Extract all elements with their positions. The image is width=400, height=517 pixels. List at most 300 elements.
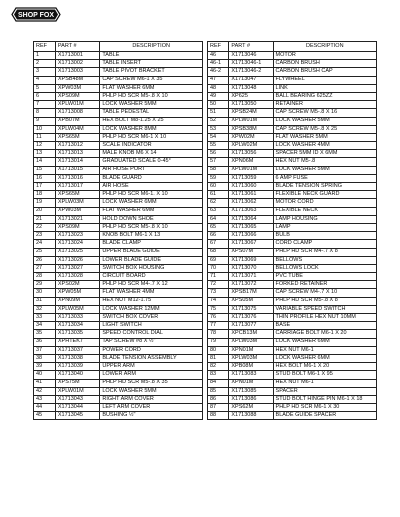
description-cell: LOCK WASHER 5MM xyxy=(100,387,203,395)
ref-cell: 27 xyxy=(34,264,56,272)
table-row xyxy=(208,322,377,330)
part-number-cell: X1713072 xyxy=(229,281,273,289)
table-row xyxy=(208,412,377,420)
table-row xyxy=(34,395,203,403)
part-number-cell: XPSB38M xyxy=(229,125,273,133)
description-cell: VARIABLE SPEED SWITCH xyxy=(273,305,376,313)
ref-cell: 64 xyxy=(208,215,229,223)
description-cell: PHLP HD SCR M6-1. X 10 xyxy=(100,191,203,199)
part-number-cell: XPB07M xyxy=(55,117,99,125)
ref-cell: 41 xyxy=(34,379,56,387)
part-number-cell: XPW03M xyxy=(55,207,99,215)
ref-cell: 40 xyxy=(34,371,56,379)
description-cell: AIR HOSE xyxy=(100,183,203,191)
table-row xyxy=(208,363,377,371)
description-cell: STUD BOLT M6-1 X 95 xyxy=(273,371,376,379)
part-number-cell: X1713065 xyxy=(229,223,273,231)
table-row xyxy=(208,371,377,379)
ref-cell: 74 xyxy=(208,297,229,305)
part-number-cell: XPLW01M xyxy=(55,387,99,395)
table-row xyxy=(208,273,377,281)
table-row xyxy=(208,305,377,313)
part-number-cell: X1713035 xyxy=(55,330,99,338)
ref-cell: 23 xyxy=(34,232,56,240)
ref-cell: 12 xyxy=(34,142,56,150)
table-row xyxy=(34,199,203,207)
table-row xyxy=(208,281,377,289)
table-row xyxy=(208,68,377,76)
table-row xyxy=(34,256,203,264)
table-row xyxy=(208,92,377,100)
ref-cell: 19 xyxy=(34,199,56,207)
ref-cell: 15 xyxy=(34,166,56,174)
part-number-cell: XPS65M xyxy=(55,191,99,199)
part-number-cell: X1713026 xyxy=(55,256,99,264)
ref-cell: 77 xyxy=(208,322,229,330)
ref-cell: 65 xyxy=(208,223,229,231)
table-row xyxy=(34,379,203,387)
part-number-cell: XPS05M xyxy=(229,297,273,305)
description-cell: FLAT WASHER 4MM xyxy=(100,289,203,297)
table-row xyxy=(34,322,203,330)
table-row xyxy=(34,60,203,68)
ref-cell: 59 xyxy=(208,174,229,182)
part-number-cell: X1713012 xyxy=(55,142,99,150)
table-row xyxy=(208,354,377,362)
table-row xyxy=(34,142,203,150)
part-number-cell: XPLW01M xyxy=(229,166,273,174)
part-number-cell: X1713059 xyxy=(229,174,273,182)
description-cell: CAP SCREW M5-.8 X 16 xyxy=(273,109,376,117)
part-number-cell: X1713060 xyxy=(229,183,273,191)
ref-cell: 33 xyxy=(34,314,56,322)
ref-cell: 3 xyxy=(34,68,56,76)
part-number-cell: X1713037 xyxy=(55,346,99,354)
ref-cell: 85 xyxy=(208,387,229,395)
table-row xyxy=(34,191,203,199)
table-row xyxy=(208,158,377,166)
ref-cell: 17 xyxy=(34,183,56,191)
ref-cell: 61 xyxy=(208,191,229,199)
part-number-cell: XPLW03M xyxy=(55,199,99,207)
description-cell: BASE xyxy=(273,322,376,330)
part-number-cell: XPCB13M xyxy=(229,330,273,338)
ref-cell: 52 xyxy=(208,117,229,125)
ref-cell: 28 xyxy=(34,273,56,281)
table-row xyxy=(34,404,203,412)
ref-cell: 83 xyxy=(208,371,229,379)
table-row xyxy=(208,215,377,223)
description-cell: FORKED RETAINER xyxy=(273,281,376,289)
table-row xyxy=(208,346,377,354)
description-cell: SPACER xyxy=(273,387,376,395)
table-row xyxy=(208,142,377,150)
description-cell: LOCK WASHER 4MM xyxy=(273,142,376,150)
table-row xyxy=(208,60,377,68)
table-row xyxy=(208,166,377,174)
description-cell: PHLP HD SCR M5-.8 X 35 xyxy=(100,379,203,387)
part-number-cell: X1713021 xyxy=(55,215,99,223)
parts-table-right xyxy=(207,41,377,420)
part-number-cell: X1713015 xyxy=(55,166,99,174)
description-cell: 6 AMP FUSE xyxy=(273,174,376,182)
ref-cell: 57 xyxy=(208,158,229,166)
description-cell: SPACER 5MM ID X 6MM xyxy=(273,150,376,158)
table-row xyxy=(34,109,203,117)
description-cell: TAP SCREW #8 X ½" xyxy=(100,338,203,346)
table-row xyxy=(208,117,377,125)
description-cell: LOCK WASHER 8MM xyxy=(100,125,203,133)
ref-cell: 43 xyxy=(34,395,56,403)
table-row xyxy=(208,314,377,322)
description-cell: MOTOR CORD xyxy=(273,199,376,207)
part-header: PART # xyxy=(55,42,99,52)
part-number-cell: X1713086 xyxy=(229,395,273,403)
ref-cell: 46-2 xyxy=(208,68,229,76)
description-cell: LIGHT SWITCH xyxy=(100,322,203,330)
part-number-cell: XPW02M xyxy=(229,133,273,141)
table-row xyxy=(34,264,203,272)
table-header-row xyxy=(34,42,203,52)
description-cell: SWITCH BOX COVER xyxy=(100,314,203,322)
part-number-cell: XPSB48M xyxy=(55,76,99,84)
description-cell: CARBON BRUSH xyxy=(273,60,376,68)
description-cell: KNOB BOLT M6-1 X 13 xyxy=(100,232,203,240)
table-row xyxy=(208,240,377,248)
ref-cell: 29 xyxy=(34,281,56,289)
part-number-cell: X1713071 xyxy=(229,273,273,281)
part-number-cell: XPLW01M xyxy=(55,101,99,109)
description-cell: LAMP HOUSING xyxy=(273,215,376,223)
ref-cell: 42 xyxy=(34,387,56,395)
description-cell: MALE KNOB M6 X 14 xyxy=(100,150,203,158)
part-number-cell: XPS07M xyxy=(229,248,273,256)
ref-cell: 18 xyxy=(34,191,56,199)
description-cell: PHLP HD SCR M5-.8 X 10 xyxy=(100,223,203,231)
description-cell: SWITCH BOX HOUSING xyxy=(100,264,203,272)
part-number-cell: X1713070 xyxy=(229,264,273,272)
ref-cell: 2 xyxy=(34,60,56,68)
part-number-cell: X1713045 xyxy=(55,412,99,420)
description-cell: HEX NUT M6-1 xyxy=(273,346,376,354)
description-cell: RETAINER xyxy=(273,101,376,109)
description-cell: HEX BOLT M8-1.25 X 25 xyxy=(100,117,203,125)
part-number-cell: XPLW03M xyxy=(229,338,273,346)
ref-cell: 70 xyxy=(208,264,229,272)
table-row xyxy=(208,395,377,403)
part-number-cell: X1713083 xyxy=(229,371,273,379)
description-cell: HEX NUT M12-1.75 xyxy=(100,297,203,305)
part-number-cell: X1713025 xyxy=(55,248,99,256)
table-row xyxy=(208,150,377,158)
description-cell: HOLD DOWN SHOE xyxy=(100,215,203,223)
description-cell: RIGHT ARM COVER xyxy=(100,395,203,403)
ref-cell: 14 xyxy=(34,158,56,166)
description-cell: BLADE GUARD xyxy=(100,174,203,182)
part-number-cell: X1713063 xyxy=(229,207,273,215)
description-cell: HEX BOLT M6-1 X 20 xyxy=(273,363,376,371)
part-number-cell: XPB08M xyxy=(229,363,273,371)
table-row xyxy=(34,387,203,395)
part-number-cell: X1713076 xyxy=(229,314,273,322)
part-number-cell: X1713008 xyxy=(55,109,99,117)
parts-table-right-body xyxy=(208,52,377,420)
description-header: DESCRIPTION xyxy=(273,42,376,52)
description-cell: AIR HOSE PORT xyxy=(100,166,203,174)
ref-cell: 67 xyxy=(208,240,229,248)
table-row xyxy=(34,125,203,133)
description-cell: BELLOWS LOCK xyxy=(273,264,376,272)
description-cell: BLADE GUIDE SPACER xyxy=(273,412,376,420)
description-cell: GRADUATED SCALE 0-45° xyxy=(100,158,203,166)
ref-cell: 75 xyxy=(208,305,229,313)
table-row xyxy=(34,101,203,109)
description-cell: LOCK WASHER 6MM xyxy=(100,199,203,207)
description-cell: PHLP HD SCR M6-1 X 10 xyxy=(100,133,203,141)
ref-cell: 88 xyxy=(208,412,229,420)
part-number-cell: XPLW05M xyxy=(55,305,99,313)
ref-cell: 79 xyxy=(208,338,229,346)
description-cell: PHLP HD SCR M4-.7 X 8 xyxy=(273,248,376,256)
table-row xyxy=(208,52,377,60)
part-number-cell: XPLW01M xyxy=(229,117,273,125)
table-row xyxy=(34,166,203,174)
table-row xyxy=(208,248,377,256)
description-cell: POWER CORD xyxy=(100,346,203,354)
ref-cell: 54 xyxy=(208,133,229,141)
table-row xyxy=(208,232,377,240)
description-cell: PHLP HD SCR M5-.8 X 8 xyxy=(273,297,376,305)
table-row xyxy=(34,52,203,60)
description-cell: CORD CLAMP xyxy=(273,240,376,248)
table-row xyxy=(34,150,203,158)
description-cell: CAP SCREW M4-.7 X 10 xyxy=(273,289,376,297)
ref-cell: 5 xyxy=(34,84,56,92)
table-row xyxy=(34,314,203,322)
description-cell: LOWER BLADE GUIDE xyxy=(100,256,203,264)
part-number-cell: X1713040 xyxy=(55,371,99,379)
part-number-cell: XPS09M xyxy=(55,92,99,100)
ref-cell: 45 xyxy=(34,412,56,420)
ref-cell: 55 xyxy=(208,142,229,150)
part-number-cell: X1713061 xyxy=(229,191,273,199)
ref-cell: 1 xyxy=(34,52,56,60)
shop-fox-logo xyxy=(10,7,62,22)
description-cell: BLADE TENSION ASSEMBLY xyxy=(100,354,203,362)
ref-cell: 66 xyxy=(208,232,229,240)
part-number-cell: X1713064 xyxy=(229,215,273,223)
description-cell: LEFT ARM COVER xyxy=(100,404,203,412)
ref-cell: 21 xyxy=(34,215,56,223)
table-row xyxy=(208,133,377,141)
ref-cell: 62 xyxy=(208,199,229,207)
ref-cell: 73 xyxy=(208,289,229,297)
ref-cell: 78 xyxy=(208,330,229,338)
ref-cell: 39 xyxy=(34,363,56,371)
table-row xyxy=(34,338,203,346)
description-cell: HEX NUT M5-.8 xyxy=(273,158,376,166)
part-number-cell: X1713046-2 xyxy=(229,68,273,76)
ref-cell: 71 xyxy=(208,273,229,281)
ref-header: REF xyxy=(208,42,229,52)
ref-cell: 16 xyxy=(34,174,56,182)
part-number-cell: XPW03M xyxy=(55,84,99,92)
description-cell: LOCK WASHER 12MM xyxy=(100,305,203,313)
ref-cell: 35 xyxy=(34,330,56,338)
ref-cell: 6 xyxy=(34,92,56,100)
description-cell: UPPER ARM xyxy=(100,363,203,371)
part-number-cell: X1713046-1 xyxy=(229,60,273,68)
ref-cell: 24 xyxy=(34,240,56,248)
part-number-cell: XPSB17M xyxy=(229,289,273,297)
table-row xyxy=(208,191,377,199)
ref-cell: 76 xyxy=(208,314,229,322)
part-number-cell: X1713062 xyxy=(229,199,273,207)
table-row xyxy=(34,207,203,215)
description-cell: PHLP HD SCR M4-.7 X 12 xyxy=(100,281,203,289)
part-number-cell: XPLW02M xyxy=(229,142,273,150)
part-number-cell: XPN06M xyxy=(229,158,273,166)
part-header: PART # xyxy=(229,42,273,52)
table-row xyxy=(208,223,377,231)
table-row xyxy=(208,289,377,297)
description-cell: THIN PROFILE HEX NUT 10MM xyxy=(273,314,376,322)
description-cell: LAMP xyxy=(273,223,376,231)
table-row xyxy=(208,199,377,207)
description-cell: LOCK WASHER 6MM xyxy=(273,338,376,346)
table-row xyxy=(34,232,203,240)
description-cell: FLAT WASHER 5MM xyxy=(273,133,376,141)
part-number-cell: X1713017 xyxy=(55,183,99,191)
part-number-cell: X1713048 xyxy=(229,84,273,92)
table-row xyxy=(34,363,203,371)
ref-cell: 69 xyxy=(208,256,229,264)
table-row xyxy=(34,240,203,248)
description-cell: CAP SCREW M5-.8 X 25 xyxy=(273,125,376,133)
description-cell: FLEXIBLE NECK GUARD xyxy=(273,191,376,199)
ref-cell: 60 xyxy=(208,183,229,191)
description-cell: FLAT WASHER 6MM xyxy=(100,84,203,92)
part-number-cell: XPN09M xyxy=(55,297,99,305)
part-number-cell: X1713075 xyxy=(229,305,273,313)
table-row xyxy=(208,174,377,182)
part-number-cell: XPW05M xyxy=(55,289,99,297)
part-number-cell: XPS62M xyxy=(229,404,273,412)
table-row xyxy=(34,289,203,297)
part-number-cell: X1713043 xyxy=(55,395,99,403)
description-cell: LOCK WASHER 6MM xyxy=(273,354,376,362)
table-row xyxy=(208,84,377,92)
part-number-cell: XPS65M xyxy=(55,133,99,141)
description-cell: CIRCUIT BOARD xyxy=(100,273,203,281)
table-row xyxy=(34,76,203,84)
part-number-cell: X1713027 xyxy=(55,264,99,272)
table-row xyxy=(34,273,203,281)
part-number-cell: XPLW03M xyxy=(229,354,273,362)
table-row xyxy=(34,117,203,125)
ref-cell: 37 xyxy=(34,346,56,354)
part-number-cell: X1713038 xyxy=(55,354,99,362)
ref-cell: 8 xyxy=(34,109,56,117)
description-cell: LOCK WASHER 5MM xyxy=(100,101,203,109)
part-number-cell: XPN01M xyxy=(229,346,273,354)
part-number-cell: XPN01M xyxy=(229,379,273,387)
part-number-cell: X1713033 xyxy=(55,314,99,322)
description-cell: FLAT WASHER 6MM xyxy=(100,207,203,215)
table-row xyxy=(34,412,203,420)
ref-cell: 48 xyxy=(208,84,229,92)
table-row xyxy=(34,354,203,362)
description-header: DESCRIPTION xyxy=(100,42,203,52)
table-row xyxy=(34,371,203,379)
ref-cell: 49 xyxy=(208,92,229,100)
description-cell: TABLE xyxy=(100,52,203,60)
description-cell: LOWER ARM xyxy=(100,371,203,379)
ref-cell: 80 xyxy=(208,346,229,354)
part-number-cell: XP625 xyxy=(229,92,273,100)
description-cell: CARBON BRUSH CAP xyxy=(273,68,376,76)
table-row xyxy=(34,174,203,182)
ref-cell: 25 xyxy=(34,248,56,256)
description-cell: FLYWHEEL xyxy=(273,76,376,84)
ref-cell: 38 xyxy=(34,354,56,362)
part-number-cell: X1713067 xyxy=(229,240,273,248)
part-number-cell: XPSB24M xyxy=(229,109,273,117)
table-row xyxy=(34,158,203,166)
description-cell: BLADE TENSION SPRING xyxy=(273,183,376,191)
ref-cell: 32 xyxy=(34,305,56,313)
table-row xyxy=(34,281,203,289)
ref-cell: 4 xyxy=(34,76,56,84)
part-number-cell: XPLW04M xyxy=(55,125,99,133)
ref-cell: 44 xyxy=(34,404,56,412)
description-cell: BULB xyxy=(273,232,376,240)
description-cell: BLADE CLAMP xyxy=(100,240,203,248)
part-number-cell: X1713039 xyxy=(55,363,99,371)
description-cell: UPPER BLADE GUIDE xyxy=(100,248,203,256)
ref-cell: 36 xyxy=(34,338,56,346)
description-cell: BELLOWS xyxy=(273,256,376,264)
part-number-cell: XPS75M xyxy=(55,379,99,387)
part-number-cell: X1713034 xyxy=(55,322,99,330)
part-number-cell: X1713013 xyxy=(55,150,99,158)
ref-cell: 46 xyxy=(208,52,229,60)
part-number-cell: X1713088 xyxy=(229,412,273,420)
parts-tables xyxy=(33,41,377,420)
table-row xyxy=(208,387,377,395)
ref-cell: 13 xyxy=(34,150,56,158)
ref-cell: 26 xyxy=(34,256,56,264)
table-row xyxy=(34,297,203,305)
ref-cell: 46-1 xyxy=(208,60,229,68)
description-cell: FLEXIBLE NECK xyxy=(273,207,376,215)
ref-cell: 10 xyxy=(34,125,56,133)
table-row xyxy=(208,76,377,84)
ref-cell: 31 xyxy=(34,297,56,305)
table-row xyxy=(208,264,377,272)
table-row xyxy=(208,297,377,305)
part-number-cell: X1713047 xyxy=(229,76,273,84)
part-number-cell: X1713069 xyxy=(229,256,273,264)
ref-cell: 86 xyxy=(208,395,229,403)
ref-cell: 22 xyxy=(34,223,56,231)
table-row xyxy=(208,379,377,387)
table-row xyxy=(34,305,203,313)
ref-cell: 63 xyxy=(208,207,229,215)
part-number-cell: X1713016 xyxy=(55,174,99,182)
description-cell: PVC TUBE xyxy=(273,273,376,281)
description-cell: BALL BEARING 625ZZ xyxy=(273,92,376,100)
